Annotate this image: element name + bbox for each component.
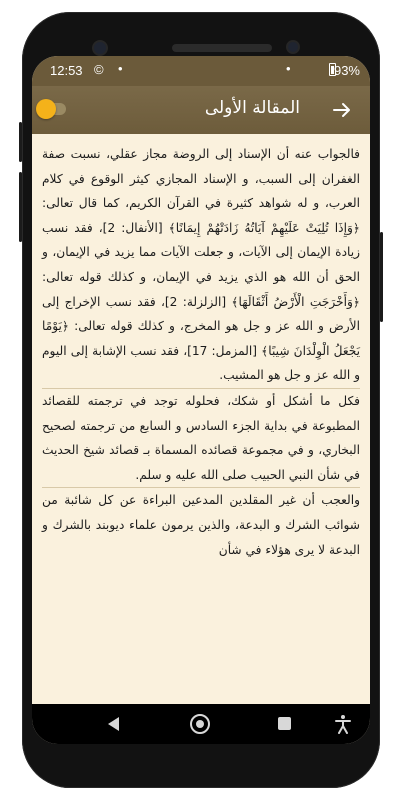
- status-time: 12:53: [50, 63, 83, 78]
- accessibility-icon[interactable]: [335, 714, 351, 734]
- theme-toggle[interactable]: [38, 103, 66, 115]
- article-paragraph: فالجواب عنه أن الإسناد إلى الروضة مجاز عقلي، نسبت صفة الغفران إلى السبب، و الإسناد المجازي كيثر الوقوع في كلام العرب، و له شواهد كثيرة في القرآن الكريم، كما قال تعالى: ﴿وَإِذَا تُلِيَتْ عَلَيْهِمْ آيَاتُهُ زَادَتْهُمْ إِيمَانًا﴾ [الأنفال: 2]، فقد نسب زيادة الإيمان إلى الآيات، و جعلت الآيات مما يزيد في الإيمان، و الحق أن الله هو الذي يزيد في الإيمان، و كذلك قوله تعالى: ﴿وَأَخْرَجَتِ الْأَرْضُ أَثْقَالَهَا﴾ [الزلزلة: 2]، فقد نسب الإخراج إلى الأرض و الله عز و جل هو المخرج، و كذلك قوله تعالى: ﴿يَوْمًا يَجْعَلُ الْوِلْدَانَ شِيبًا﴾ [المزمل: 17]، فقد نسب الإشابة إلى اليوم و الله عز و جل هو المشيب.: [42, 147, 360, 383]
- front-camera-icon: [94, 42, 106, 54]
- page-title: المقالة الأولى: [204, 98, 300, 118]
- screen: [32, 56, 370, 744]
- article-paragraph: والعجب أن غير المقلدين المدعين البراءة عن كل شائبة من شوائب الشرك و البدعة، والذين يرمون علماء ديوبند بالشرك و البدعة لا يرى هؤلاء في شأن: [42, 493, 360, 557]
- earpiece-speaker: [172, 44, 272, 52]
- recents-square-icon[interactable]: [278, 717, 291, 730]
- article-paragraph: فكل ما أشكل أو شكك، فحلوله توجد في ترجمته للقصائد المطبوعة في بداية الجزء السادس و السابع من ترجمته لصحيح البخاري، و في مجموعة قصائده المسماة بـ قصائد شيخ الحديث في شأن النبي الحبيب صلى الله عليه و سلم.: [42, 393, 360, 482]
- battery-percent: 93%: [333, 63, 360, 78]
- volume-button: [19, 122, 22, 162]
- side-button: [380, 232, 383, 322]
- app-bar: [32, 86, 370, 134]
- arrow-right-icon[interactable]: [332, 100, 352, 120]
- notification-dot-icon: •: [118, 61, 123, 76]
- status-bar: [32, 56, 370, 86]
- system-nav-bar: [32, 704, 370, 744]
- article-content[interactable]: [32, 134, 370, 704]
- sensor-icon: [288, 42, 298, 52]
- whatsapp-icon: ©: [94, 62, 104, 77]
- power-button: [19, 172, 22, 242]
- back-triangle-icon[interactable]: [108, 717, 119, 731]
- notification-dot-icon: •: [286, 61, 291, 76]
- home-circle-icon[interactable]: [190, 714, 210, 734]
- toggle-knob: [36, 99, 56, 119]
